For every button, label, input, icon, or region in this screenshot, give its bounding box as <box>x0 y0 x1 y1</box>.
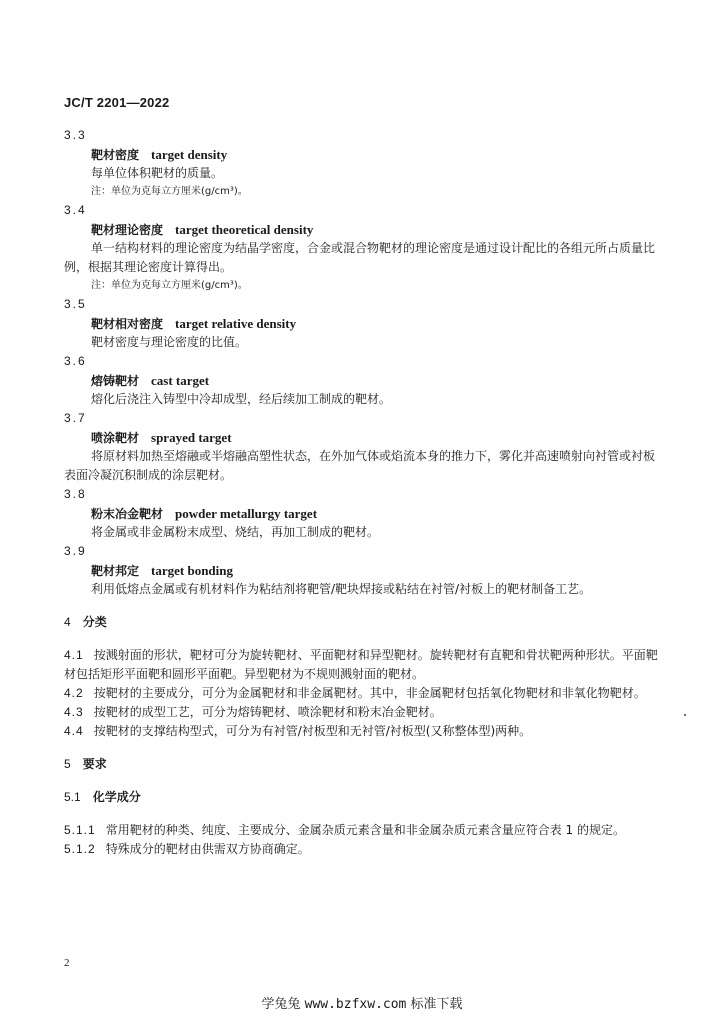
term-entry <box>64 485 664 542</box>
term-chinese: 靶材理论密度 <box>91 223 164 237</box>
clause-number: 5.1.1 <box>64 823 96 837</box>
term-chinese: 喷涂靶材 <box>91 431 140 445</box>
scan-speck <box>684 714 686 716</box>
term-title <box>91 561 664 580</box>
term-entry <box>64 352 664 409</box>
clause-number: 4.1 <box>64 648 84 662</box>
term-note: 注：单位为克每立方厘米(g/cm³)。 <box>91 186 248 197</box>
term-entry <box>64 126 664 201</box>
clause-text: 按靶材的成型工艺，可分为熔铸靶材、喷涂靶材和粉末冶金靶材。 <box>93 705 442 719</box>
term-title <box>91 371 664 390</box>
spacer <box>64 632 664 646</box>
term-definition: 单一结构材料的理论密度为结晶学密度，合金或混合物靶材的理论密度是通过设计配比的各组元所占质量比例，根据其理论密度计算得出。 <box>64 241 656 274</box>
clause-text: 按溅射面的形状，靶材可分为旋转靶材、平面靶材和异型靶材。旋转靶材有直靶和骨状靶两种形状。平面靶材包括矩形平面靶和圆形平面靶。异型靶材为不规则溅射面的靶材。 <box>64 648 658 681</box>
term-chinese: 熔铸靶材 <box>91 374 140 388</box>
term-chinese: 靶材邦定 <box>91 564 140 578</box>
page-number: 2 <box>64 957 70 969</box>
term-definition: 靶材密度与理论密度的比值。 <box>91 335 248 349</box>
term-english: powder metallurgy target <box>175 506 318 521</box>
clause-number: 4.3 <box>64 705 84 719</box>
term-entry <box>64 409 664 485</box>
term-definition: 将金属或非金属粉末成型、烧结，再加工制成的靶材。 <box>91 525 380 539</box>
standard-number: JC/T 2201—2022 <box>64 95 170 110</box>
term-number: 3.3 <box>64 128 87 142</box>
term-note: 注：单位为克每立方厘米(g/cm³)。 <box>91 280 248 291</box>
subsection-heading <box>64 788 664 807</box>
clause-number: 5.1.2 <box>64 842 96 856</box>
term-definition: 利用低熔点金属或有机材料作为粘结剂将靶管/靶块焊接或粘结在衬管/衬板上的靶材制备工艺。 <box>91 582 592 596</box>
term-number: 3.4 <box>64 203 87 217</box>
term-title <box>91 145 664 164</box>
term-title <box>91 504 664 523</box>
clause-text: 特殊成分的靶材由供需双方协商确定。 <box>105 842 310 856</box>
section-heading <box>64 755 664 774</box>
clause <box>64 684 664 703</box>
spacer <box>64 599 664 613</box>
section-title: 分类 <box>82 615 107 629</box>
spacer <box>64 774 664 788</box>
term-english: target relative density <box>175 316 297 331</box>
section-number: 4 <box>64 615 71 629</box>
term-title <box>91 220 664 239</box>
term-definition: 每单位体积靶材的质量。 <box>91 166 224 180</box>
watermark-footer <box>0 993 724 1012</box>
term-entry <box>64 295 664 352</box>
spacer <box>64 807 664 821</box>
term-chinese: 靶材密度 <box>91 148 140 162</box>
term-entry <box>64 542 664 599</box>
clause <box>64 703 664 722</box>
clause <box>64 646 664 684</box>
term-number: 3.8 <box>64 487 87 501</box>
section-number: 5 <box>64 757 71 771</box>
clause-text: 按靶材的主要成分，可分为金属靶材和非金属靶材。其中，非金属靶材包括氧化物靶材和非氧化物靶材。 <box>93 686 646 700</box>
term-english: cast target <box>151 373 210 388</box>
term-chinese: 粉末冶金靶材 <box>91 507 164 521</box>
term-number: 3.6 <box>64 354 87 368</box>
term-definition: 将原材料加热至熔融或半熔融高塑性状态，在外加气体或焰流本身的推力下，雾化并高速喷射向衬管或衬板表面冷凝沉积制成的涂层靶材。 <box>64 449 656 482</box>
term-chinese: 靶材相对密度 <box>91 317 164 331</box>
term-english: target theoretical density <box>175 222 314 237</box>
term-entry <box>64 201 664 295</box>
clause <box>64 821 664 840</box>
clause-number: 4.2 <box>64 686 84 700</box>
footer-tagline: 标准下载 <box>410 997 463 1012</box>
term-title <box>91 314 664 333</box>
term-english: target bonding <box>151 563 233 578</box>
spacer <box>64 741 664 755</box>
term-english: sprayed target <box>151 430 232 445</box>
clause <box>64 722 664 741</box>
page-content <box>64 126 664 859</box>
term-english: target density <box>151 147 228 162</box>
footer-url: www.bzfxw.com <box>304 997 407 1012</box>
clause-text: 按靶材的支撑结构型式，可分为有衬管/衬板型和无衬管/衬板型(又称整体型)两种。 <box>93 724 532 738</box>
section-title: 要求 <box>82 757 107 771</box>
footer-site-name: 学兔兔 <box>261 997 301 1012</box>
clause <box>64 840 664 859</box>
term-number: 3.7 <box>64 411 87 425</box>
term-number: 3.5 <box>64 297 87 311</box>
clause-number: 4.4 <box>64 724 84 738</box>
term-title <box>91 428 664 447</box>
subsection-title: 化学成分 <box>92 790 141 804</box>
term-number: 3.9 <box>64 544 87 558</box>
clause-text: 常用靶材的种类、纯度、主要成分、金属杂质元素含量和非金属杂质元素含量应符合表 1 的规定。 <box>105 823 625 837</box>
term-definition: 熔化后浇注入铸型中冷却成型，经后续加工制成的靶材。 <box>91 392 392 406</box>
section-heading <box>64 613 664 632</box>
subsection-number: 5.1 <box>64 790 81 804</box>
